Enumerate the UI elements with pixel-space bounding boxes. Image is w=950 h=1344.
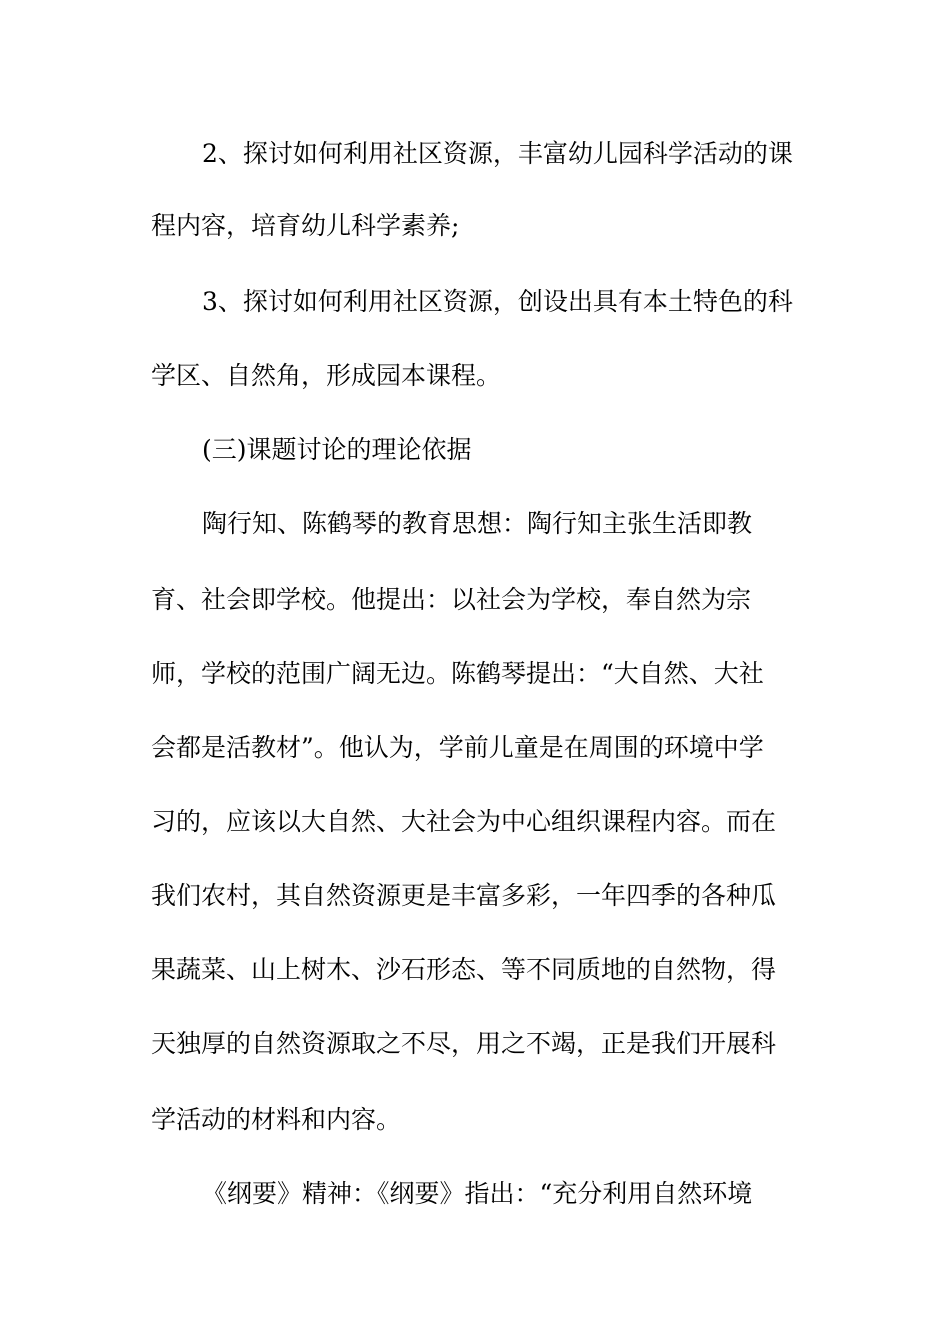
text-line-13: 天独厚的自然资源取之不尽，用之不竭，正是我们开展科: [151, 1029, 777, 1058]
section-heading: (三)课题讨论的理论依据: [202, 435, 472, 464]
text-line-10: 习的，应该以大自然、大社会为中心组织课程内容。而在: [151, 807, 777, 836]
text-line-12: 果蔬菜、山上树木、沙石形态、等不同质地的自然物，得: [151, 955, 777, 984]
text-line-11: 我们农村，其自然资源更是丰富多彩，一年四季的各种瓜: [151, 881, 777, 910]
text-line-7: 育、社会即学校。他提出：以社会为学校，奉自然为宗: [151, 585, 752, 614]
text-line-2: 程内容，培育幼儿科学素养;: [151, 211, 460, 240]
text-line-1: 2、探讨如何利用社区资源，丰富幼儿园科学活动的课: [202, 139, 793, 168]
text-line-6: 陶行知、陈鹤琴的教育思想：陶行知主张生活即教: [202, 509, 753, 538]
text-line-14: 学活动的材料和内容。: [151, 1105, 402, 1134]
text-line-9: 会都是活教材”。他认为，学前儿童是在周围的环境中学: [151, 733, 764, 762]
text-line-8: 师，学校的范围广阔无边。陈鹤琴提出：“大自然、大社: [151, 659, 764, 688]
text-line-4: 学区、自然角，形成园本课程。: [151, 361, 502, 390]
text-line-15: 《纲要》精神：《纲要》指出：“充分利用自然环境: [202, 1179, 753, 1208]
text-line-3: 3、探讨如何利用社区资源，创设出具有本土特色的科: [202, 287, 793, 316]
